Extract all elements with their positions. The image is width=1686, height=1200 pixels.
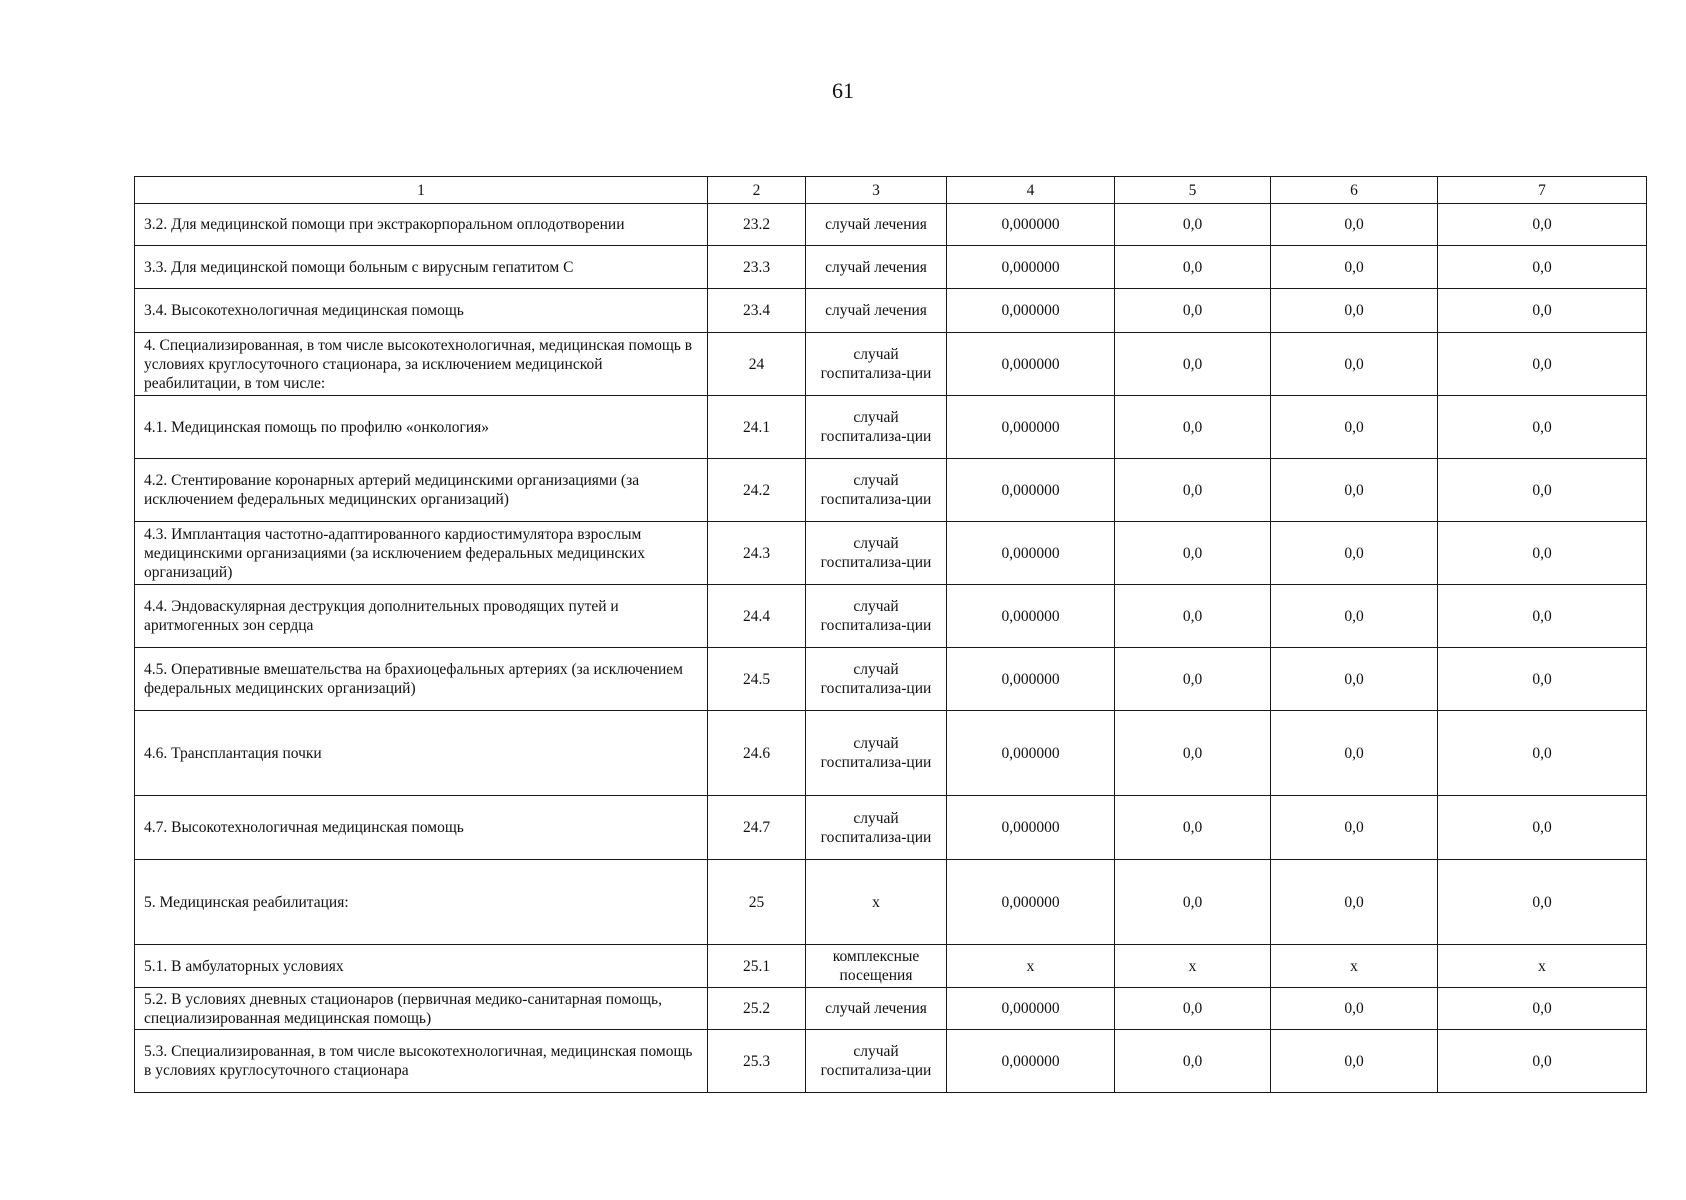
row-value-5: 0,0 (1115, 333, 1271, 396)
row-name: 3.2. Для медицинской помощи при экстракорпоральном оплодотворении (135, 204, 708, 246)
row-value-6: 0,0 (1271, 860, 1438, 945)
header-cell: 1 (135, 177, 708, 204)
table-row (135, 988, 1647, 1030)
row-value-7: 0,0 (1438, 246, 1647, 289)
table-body (135, 177, 1647, 1093)
row-unit: случай лечения (806, 246, 947, 289)
row-value-4: 0,000000 (947, 289, 1115, 333)
table-row (135, 711, 1647, 796)
row-line-number: 25.1 (708, 945, 806, 988)
row-value-5: 0,0 (1115, 796, 1271, 860)
row-value-4: 0,000000 (947, 860, 1115, 945)
row-value-5: 0,0 (1115, 988, 1271, 1030)
row-name: 4.3. Имплантация частотно-адаптированного кардиостимулятора взрослым медицинскими организациями (за исключением федеральных медицинских организаций) (135, 522, 708, 585)
row-value-6: 0,0 (1271, 204, 1438, 246)
row-unit: случай госпитализа-ции (806, 711, 947, 796)
row-line-number: 24.2 (708, 459, 806, 522)
row-value-6: 0,0 (1271, 988, 1438, 1030)
row-value-5: 0,0 (1115, 711, 1271, 796)
row-name: 4.5. Оперативные вмешательства на брахиоцефальных артериях (за исключением федеральных медицинских организаций) (135, 648, 708, 711)
table-row (135, 522, 1647, 585)
row-name: 5.2. В условиях дневных стационаров (первичная медико-санитарная помощь, специализированная медицинская помощь) (135, 988, 708, 1030)
row-value-4: 0,000000 (947, 246, 1115, 289)
header-cell: 7 (1438, 177, 1647, 204)
row-name: 4.1. Медицинская помощь по профилю «онкология» (135, 396, 708, 459)
row-line-number: 24.3 (708, 522, 806, 585)
row-value-4: 0,000000 (947, 522, 1115, 585)
header-cell: 3 (806, 177, 947, 204)
row-name: 4. Специализированная, в том числе высокотехнологичная, медицинская помощь в условиях круглосуточного стационара, за исключением медицинской реабилитации, в том числе: (135, 333, 708, 396)
row-value-6: 0,0 (1271, 459, 1438, 522)
row-value-7: 0,0 (1438, 289, 1647, 333)
table-row (135, 396, 1647, 459)
row-name: 3.4. Высокотехнологичная медицинская помощь (135, 289, 708, 333)
row-name: 5.3. Специализированная, в том числе высокотехнологичная, медицинская помощь в условиях круглосуточного стационара (135, 1030, 708, 1093)
row-value-5: 0,0 (1115, 585, 1271, 648)
row-unit: случай лечения (806, 289, 947, 333)
header-cell: 5 (1115, 177, 1271, 204)
page-number (0, 78, 1686, 104)
header-cell: 4 (947, 177, 1115, 204)
row-value-6: 0,0 (1271, 648, 1438, 711)
row-value-4: 0,000000 (947, 988, 1115, 1030)
header-cell: 6 (1271, 177, 1438, 204)
row-name: 5.1. В амбулаторных условиях (135, 945, 708, 988)
row-unit: случай госпитализа-ции (806, 459, 947, 522)
row-name: 4.4. Эндоваскулярная деструкция дополнительных проводящих путей и аритмогенных зон сердца (135, 585, 708, 648)
row-line-number: 25.2 (708, 988, 806, 1030)
row-line-number: 24.6 (708, 711, 806, 796)
row-line-number: 25 (708, 860, 806, 945)
row-value-6: 0,0 (1271, 585, 1438, 648)
row-value-7: 0,0 (1438, 459, 1647, 522)
row-value-4: 0,000000 (947, 648, 1115, 711)
data-table (134, 176, 1647, 1093)
row-value-6: 0,0 (1271, 796, 1438, 860)
page-number-text: 61 (832, 78, 854, 103)
table-row (135, 459, 1647, 522)
row-value-5: 0,0 (1115, 860, 1271, 945)
row-value-4: 0,000000 (947, 585, 1115, 648)
header-cell: 2 (708, 177, 806, 204)
row-unit: комплексные посещения (806, 945, 947, 988)
table-row (135, 204, 1647, 246)
row-value-5: 0,0 (1115, 459, 1271, 522)
row-value-4: х (947, 945, 1115, 988)
row-unit: х (806, 860, 947, 945)
row-value-7: 0,0 (1438, 396, 1647, 459)
row-value-4: 0,000000 (947, 459, 1115, 522)
row-value-6: 0,0 (1271, 333, 1438, 396)
row-line-number: 24.7 (708, 796, 806, 860)
row-value-5: 0,0 (1115, 396, 1271, 459)
row-unit: случай госпитализа-ции (806, 796, 947, 860)
table-row (135, 289, 1647, 333)
row-value-7: 0,0 (1438, 988, 1647, 1030)
row-value-4: 0,000000 (947, 204, 1115, 246)
row-value-7: 0,0 (1438, 796, 1647, 860)
row-line-number: 23.3 (708, 246, 806, 289)
row-name: 4.2. Стентирование коронарных артерий медицинскими организациями (за исключением федеральных медицинских организаций) (135, 459, 708, 522)
row-value-6: 0,0 (1271, 711, 1438, 796)
row-value-4: 0,000000 (947, 1030, 1115, 1093)
row-value-7: 0,0 (1438, 648, 1647, 711)
row-value-6: 0,0 (1271, 289, 1438, 333)
row-name: 3.3. Для медицинской помощи больным с вирусным гепатитом С (135, 246, 708, 289)
row-line-number: 24.5 (708, 648, 806, 711)
row-unit: случай госпитализа-ции (806, 648, 947, 711)
row-value-5: 0,0 (1115, 204, 1271, 246)
row-value-7: 0,0 (1438, 585, 1647, 648)
row-value-6: х (1271, 945, 1438, 988)
row-value-5: х (1115, 945, 1271, 988)
row-value-4: 0,000000 (947, 796, 1115, 860)
row-value-7: 0,0 (1438, 1030, 1647, 1093)
row-value-7: 0,0 (1438, 522, 1647, 585)
row-line-number: 24.1 (708, 396, 806, 459)
row-value-4: 0,000000 (947, 711, 1115, 796)
row-value-4: 0,000000 (947, 396, 1115, 459)
table-row (135, 860, 1647, 945)
row-value-7: 0,0 (1438, 711, 1647, 796)
row-value-7: 0,0 (1438, 860, 1647, 945)
row-unit: случай госпитализа-ции (806, 1030, 947, 1093)
row-value-7: 0,0 (1438, 204, 1647, 246)
table-row (135, 648, 1647, 711)
row-value-6: 0,0 (1271, 1030, 1438, 1093)
row-value-7: 0,0 (1438, 333, 1647, 396)
row-value-4: 0,000000 (947, 333, 1115, 396)
row-value-5: 0,0 (1115, 522, 1271, 585)
row-value-5: 0,0 (1115, 648, 1271, 711)
row-unit: случай госпитализа-ции (806, 522, 947, 585)
table-row (135, 246, 1647, 289)
row-name: 4.6. Трансплантация почки (135, 711, 708, 796)
row-value-7: х (1438, 945, 1647, 988)
row-line-number: 24 (708, 333, 806, 396)
row-line-number: 24.4 (708, 585, 806, 648)
table-row (135, 585, 1647, 648)
row-name: 4.7. Высокотехнологичная медицинская помощь (135, 796, 708, 860)
table-row (135, 333, 1647, 396)
row-value-6: 0,0 (1271, 522, 1438, 585)
row-value-6: 0,0 (1271, 246, 1438, 289)
row-unit: случай госпитализа-ции (806, 333, 947, 396)
table-row (135, 945, 1647, 988)
row-line-number: 23.4 (708, 289, 806, 333)
row-unit: случай госпитализа-ции (806, 585, 947, 648)
table-row (135, 796, 1647, 860)
row-value-5: 0,0 (1115, 246, 1271, 289)
table-row (135, 1030, 1647, 1093)
table-header-row (135, 177, 1647, 204)
row-unit: случай лечения (806, 204, 947, 246)
row-value-6: 0,0 (1271, 396, 1438, 459)
row-line-number: 23.2 (708, 204, 806, 246)
row-unit: случай госпитализа-ции (806, 396, 947, 459)
row-name: 5. Медицинская реабилитация: (135, 860, 708, 945)
row-value-5: 0,0 (1115, 1030, 1271, 1093)
row-value-5: 0,0 (1115, 289, 1271, 333)
row-unit: случай лечения (806, 988, 947, 1030)
row-line-number: 25.3 (708, 1030, 806, 1093)
